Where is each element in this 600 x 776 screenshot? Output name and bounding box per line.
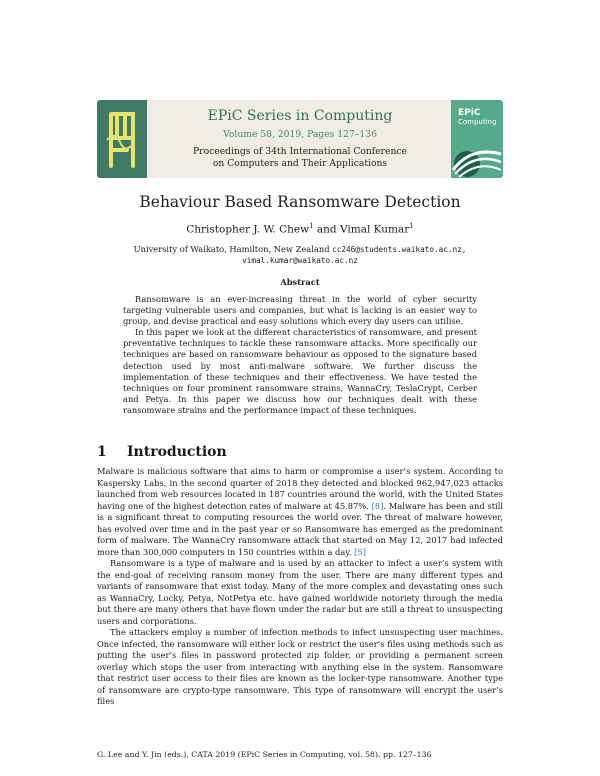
proceedings-line2: on Computers and Their Applications bbox=[212, 157, 388, 169]
epic-computing-logo bbox=[451, 100, 503, 178]
computing-swirl-icon bbox=[451, 140, 503, 178]
affiliation-mark: 1 bbox=[409, 222, 414, 230]
abstract-paragraph: In this paper we look at the different characteristics of ransomware, and present preventative techniques to tackle these ransomware attacks. More specifically our techniques are based on ransomware behaviour as opposed to the signature based detection used by most anti-malware software. We further discuss the implementation of these techniques and their effectiveness. We have tested the techniques on four prominent ransomware strains, WannaCry, TeslaCrypt, Cerber and Petya. In this paper we discuss how our techniques dealt with these ransomware strains and the performance impact of these techniques. bbox=[123, 327, 477, 415]
body-paragraph: Ransomware is a type of malware and is used by an attacker to infect a user’s system with the end-goal of receiving ransom money from the user. There are many different types and variants of ransomware that exist today. Many of the more complex and devastating ones such as WannaCry, Locky, Petya, NotPetya etc. have gained worldwide notoriety through the media but there are many others that have flown under the radar but are still a threat to unsuspecting users and corporations. bbox=[97, 558, 503, 626]
author-email[interactable]: cc246@students.waikato.ac.nz, bbox=[332, 245, 467, 254]
author-list bbox=[0, 222, 600, 236]
affiliation-mark: 1 bbox=[309, 222, 314, 230]
section-title: Introduction bbox=[127, 444, 227, 460]
author-conjunction: and bbox=[316, 223, 337, 236]
section-number: 1 bbox=[97, 444, 107, 460]
logo-computing-text: Computing bbox=[458, 118, 497, 126]
chair-icon bbox=[97, 100, 147, 178]
author-email[interactable]: vimal.kumar@waikato.ac.nz bbox=[242, 256, 358, 265]
section-body bbox=[97, 466, 503, 708]
author-name: Christopher J. W. Chew bbox=[186, 223, 310, 236]
proceedings-line1: Proceedings of 34th International Conference bbox=[193, 146, 407, 157]
affiliation bbox=[120, 244, 480, 266]
affiliation-text: University of Waikato, Hamilton, New Zealand bbox=[133, 244, 330, 254]
series-title: EPiC Series in Computing bbox=[207, 108, 393, 124]
page-footer: G. Lee and Y. Jin (eds.), CATA 2019 (EPiC Series in Computing, vol. 58), pp. 127–136 bbox=[97, 750, 432, 759]
section-heading bbox=[97, 444, 227, 460]
logo-epic-text: EPiC bbox=[458, 108, 481, 118]
abstract-heading: Abstract bbox=[280, 277, 320, 287]
paragraph-text: Malware is malicious software that aims to harm or compromise a user’s system. According to Kaspersky Labs, in the second quarter of 2018 they detected and blocked 962,947,023 attacks launched from web resources located in 187 countries around the world, with the United States having one of the highest detection rates of malware at 45.87%. bbox=[97, 466, 503, 511]
citation-link[interactable]: [8] bbox=[371, 500, 384, 511]
proceedings-info bbox=[150, 146, 450, 169]
body-paragraph: The attackers employ a number of infection methods to infect unsuspecting user machines. Once infected, the ransomware will either lock or restrict the user’s files using methods such as putting the user’s files in password protected zip folder, or providing a permanent screen overlay which stops the user from interacting with anything else in the system. Ransomware that restrict user access to their files are known as the locker-type ransomware. Another type of ransomware are crypto-type ransomware. This type of ransomware will encrypt the user’s files bbox=[97, 627, 503, 706]
abstract-body bbox=[123, 294, 477, 416]
paragraph-text: . Malware has been and still is a significant threat to computing resources the world over. The threat of malware however, has evolved over time and in the past year or so Ransomware has emerged as the predominant form of malware. The WannaCry ransomware attack that started on May 12, 2017 had infected more than 300,000 computers in 150 countries within a day. bbox=[97, 500, 504, 557]
epic-chair-logo bbox=[97, 100, 147, 178]
author-name: Vimal Kumar bbox=[340, 223, 410, 236]
paper-title: Behaviour Based Ransomware Detection bbox=[139, 193, 461, 211]
volume-line: Volume 58, 2019, Pages 127–136 bbox=[223, 129, 377, 140]
abstract-paragraph: Ransomware is an ever-increasing threat in the world of cyber security targeting vulnerable users and companies, but what is lacking is an easier way to group, and devise practical and easy solutions which every day users can utilise. bbox=[123, 294, 477, 327]
body-paragraph bbox=[97, 466, 503, 558]
citation-link[interactable]: [5] bbox=[354, 546, 366, 557]
